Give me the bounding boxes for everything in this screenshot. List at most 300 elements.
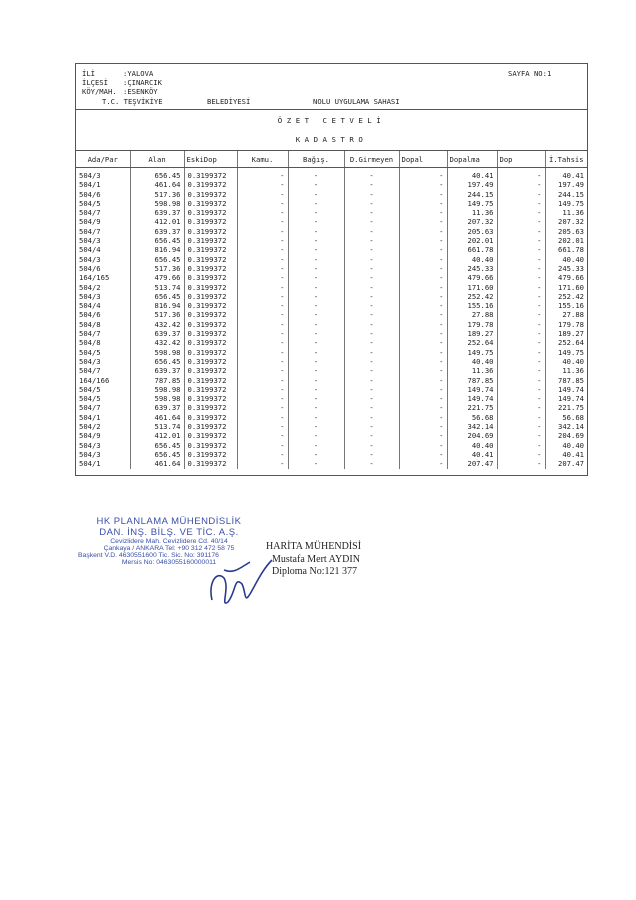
kamu-cell: -	[237, 329, 288, 338]
eskidop-cell: 0.3199372	[184, 403, 237, 412]
dopal-cell: -	[399, 255, 447, 264]
kamu-cell: -	[237, 217, 288, 226]
dopalma-cell: 479.66	[447, 273, 497, 282]
col-bagis: Bağış.	[288, 151, 344, 168]
d-girmeyen-cell: -	[344, 329, 399, 338]
bagis-cell: -	[288, 310, 344, 319]
dopalma-cell: 252.42	[447, 292, 497, 301]
alan-cell: 656.45	[130, 441, 184, 450]
col-ada-par: Ada/Par	[76, 151, 130, 168]
alan-cell: 656.45	[130, 168, 184, 181]
alan-cell: 461.64	[130, 459, 184, 468]
bagis-cell: -	[288, 403, 344, 412]
alan-cell: 656.45	[130, 236, 184, 245]
alan-cell: 412.01	[130, 431, 184, 440]
d-girmeyen-cell: -	[344, 376, 399, 385]
table-row	[76, 217, 587, 226]
ada-par-cell: 504/1	[79, 412, 101, 422]
col-alan: Alan	[130, 151, 184, 168]
alan-cell: 432.42	[130, 338, 184, 347]
bagis-cell: -	[288, 376, 344, 385]
page-number: SAYFA NO:1	[508, 69, 552, 78]
d-girmeyen-cell: -	[344, 236, 399, 245]
dop-cell: -	[497, 348, 545, 357]
stamp-line-3: Cevizlidere Mah. Cevizlidere Cd. 40/14	[110, 538, 228, 545]
alan-cell: 639.37	[130, 208, 184, 217]
bagis-cell: -	[288, 190, 344, 199]
kamu-cell: -	[237, 168, 288, 181]
dopalma-cell: 179.78	[447, 320, 497, 329]
alan-cell: 639.37	[130, 366, 184, 375]
dopalma-cell: 40.41	[447, 450, 497, 459]
ada-par-cell: 164/166	[79, 375, 110, 385]
dopal-cell: -	[399, 413, 447, 422]
eskidop-cell: 0.3199372	[184, 394, 237, 403]
kamu-cell: -	[237, 310, 288, 319]
eskidop-cell: 0.3199372	[184, 413, 237, 422]
eskidop-cell: 0.3199372	[184, 255, 237, 264]
stamp-line-1: HK PLANLAMA MÜHENDİSLİK	[96, 516, 242, 527]
ada-par-cell: 504/9	[79, 431, 101, 441]
dop-cell: -	[497, 301, 545, 310]
table-row	[76, 459, 587, 468]
dopal-cell: -	[399, 301, 447, 310]
ada-par-cell: 504/2	[79, 422, 101, 432]
bagis-cell: -	[288, 385, 344, 394]
kamu-cell: -	[237, 450, 288, 459]
kamu-cell: -	[237, 255, 288, 264]
engineer-title: HARİTA MÜHENDİSİ	[266, 541, 362, 552]
bagis-cell: -	[288, 208, 344, 217]
kamu-cell: -	[237, 292, 288, 301]
eskidop-cell: 0.3199372	[184, 190, 237, 199]
i-tahsis-cell: 11.36	[545, 366, 587, 375]
il-label: İLİ	[82, 69, 95, 78]
alan-cell: 639.37	[130, 329, 184, 338]
table-row	[76, 338, 587, 347]
dop-cell: -	[497, 283, 545, 292]
i-tahsis-cell: 40.40	[545, 357, 587, 366]
d-girmeyen-cell: -	[344, 385, 399, 394]
table-row	[76, 255, 587, 264]
dopalma-cell: 40.41	[447, 168, 497, 181]
dopal-cell: -	[399, 338, 447, 347]
ada-par-cell: 504/6	[79, 263, 101, 273]
ada-par-cell: 504/3	[79, 291, 101, 301]
ada-par-cell: 504/7	[79, 366, 101, 376]
alan-cell: 656.45	[130, 357, 184, 366]
i-tahsis-cell: 252.42	[545, 292, 587, 301]
koy-value: :ESENKÖY	[123, 87, 158, 96]
dop-cell: -	[497, 208, 545, 217]
kamu-cell: -	[237, 283, 288, 292]
table-row	[76, 190, 587, 199]
i-tahsis-cell: 342.14	[545, 422, 587, 431]
eskidop-cell: 0.3199372	[184, 338, 237, 347]
dopalma-cell: 245.33	[447, 264, 497, 273]
kamu-cell: -	[237, 180, 288, 189]
d-girmeyen-cell: -	[344, 168, 399, 181]
alan-cell: 412.01	[130, 217, 184, 226]
i-tahsis-cell: 27.88	[545, 310, 587, 319]
alan-cell: 816.94	[130, 245, 184, 254]
table-row	[76, 245, 587, 254]
table-row	[76, 180, 587, 189]
dopalma-cell: 27.88	[447, 310, 497, 319]
ada-par-cell: 504/6	[79, 189, 101, 199]
ada-par-cell: 504/3	[79, 440, 101, 450]
dopalma-cell: 40.40	[447, 255, 497, 264]
alan-cell: 656.45	[130, 255, 184, 264]
dopalma-cell: 342.14	[447, 422, 497, 431]
dop-cell: -	[497, 255, 545, 264]
dopalma-cell: 661.78	[447, 245, 497, 254]
d-girmeyen-cell: -	[344, 357, 399, 366]
dopalma-cell: 189.27	[447, 329, 497, 338]
ilce-label: İLÇESİ	[82, 78, 108, 87]
bagis-cell: -	[288, 180, 344, 189]
engineer-signature-block	[266, 541, 361, 579]
stamp-line-2: DAN. İNŞ. BİLŞ. VE TİC. A.Ş.	[99, 527, 239, 538]
kamu-cell: -	[237, 301, 288, 310]
d-girmeyen-cell: -	[344, 431, 399, 440]
dopal-cell: -	[399, 180, 447, 189]
d-girmeyen-cell: -	[344, 338, 399, 347]
engineer-name: Mustafa Mert AYDIN	[272, 553, 360, 565]
bagis-cell: -	[288, 441, 344, 450]
alan-cell: 461.64	[130, 413, 184, 422]
d-girmeyen-cell: -	[344, 413, 399, 422]
dopal-cell: -	[399, 376, 447, 385]
dopalma-cell: 11.36	[447, 366, 497, 375]
eskidop-cell: 0.3199372	[184, 301, 237, 310]
ada-par-cell: 504/6	[79, 310, 101, 320]
dop-cell: -	[497, 180, 545, 189]
dopalma-cell: 204.69	[447, 431, 497, 440]
dop-cell: -	[497, 190, 545, 199]
ada-par-cell: 504/7	[79, 329, 101, 339]
i-tahsis-cell: 149.75	[545, 199, 587, 208]
kamu-cell: -	[237, 199, 288, 208]
d-girmeyen-cell: -	[344, 320, 399, 329]
dop-cell: -	[497, 217, 545, 226]
alan-cell: 656.45	[130, 292, 184, 301]
eskidop-cell: 0.3199372	[184, 376, 237, 385]
ada-par-cell: 504/9	[79, 217, 101, 227]
i-tahsis-cell: 207.32	[545, 217, 587, 226]
eskidop-cell: 0.3199372	[184, 431, 237, 440]
bagis-cell: -	[288, 338, 344, 347]
alan-cell: 656.45	[130, 450, 184, 459]
kamu-cell: -	[237, 394, 288, 403]
alan-cell: 598.98	[130, 385, 184, 394]
table-row	[76, 450, 587, 459]
eskidop-cell: 0.3199372	[184, 459, 237, 468]
i-tahsis-cell: 661.78	[545, 245, 587, 254]
dop-cell: -	[497, 273, 545, 282]
d-girmeyen-cell: -	[344, 348, 399, 357]
eskidop-cell: 0.3199372	[184, 227, 237, 236]
d-girmeyen-cell: -	[344, 245, 399, 254]
bagis-cell: -	[288, 450, 344, 459]
dopalma-cell: 205.63	[447, 227, 497, 236]
table-row	[76, 283, 587, 292]
ada-par-cell: 504/8	[79, 319, 101, 329]
bagis-cell: -	[288, 199, 344, 208]
bagis-cell: -	[288, 422, 344, 431]
ada-par-cell: 504/3	[79, 236, 101, 246]
dopal-cell: -	[399, 264, 447, 273]
alan-cell: 787.85	[130, 376, 184, 385]
i-tahsis-cell: 205.63	[545, 227, 587, 236]
d-girmeyen-cell: -	[344, 459, 399, 468]
dopal-cell: -	[399, 190, 447, 199]
eskidop-cell: 0.3199372	[184, 385, 237, 394]
i-tahsis-cell: 221.75	[545, 403, 587, 412]
kamu-cell: -	[237, 357, 288, 366]
alan-cell: 639.37	[130, 403, 184, 412]
alan-cell: 517.36	[130, 310, 184, 319]
dop-cell: -	[497, 320, 545, 329]
eskidop-cell: 0.3199372	[184, 168, 237, 181]
i-tahsis-cell: 155.16	[545, 301, 587, 310]
parcel-table	[76, 150, 587, 469]
dopal-cell: -	[399, 236, 447, 245]
col-d-girmeyen: D.Girmeyen	[344, 151, 399, 168]
ada-par-cell: 504/2	[79, 282, 101, 292]
dopal-cell: -	[399, 329, 447, 338]
d-girmeyen-cell: -	[344, 190, 399, 199]
i-tahsis-cell: 207.47	[545, 459, 587, 468]
bagis-cell: -	[288, 168, 344, 181]
dopal-cell: -	[399, 283, 447, 292]
ada-par-cell: 504/3	[79, 254, 101, 264]
dopalma-cell: 149.74	[447, 385, 497, 394]
dop-cell: -	[497, 329, 545, 338]
i-tahsis-cell: 40.41	[545, 450, 587, 459]
col-i-tahsis: İ.Tahsis	[545, 151, 587, 168]
i-tahsis-cell: 179.78	[545, 320, 587, 329]
table-row	[76, 273, 587, 282]
dopal-cell: -	[399, 217, 447, 226]
d-girmeyen-cell: -	[344, 227, 399, 236]
eskidop-cell: 0.3199372	[184, 292, 237, 301]
dopalma-cell: 171.60	[447, 283, 497, 292]
eskidop-cell: 0.3199372	[184, 208, 237, 217]
eskidop-cell: 0.3199372	[184, 217, 237, 226]
dop-cell: -	[497, 403, 545, 412]
i-tahsis-cell: 11.36	[545, 208, 587, 217]
dopalma-cell: 56.68	[447, 413, 497, 422]
alan-cell: 432.42	[130, 320, 184, 329]
d-girmeyen-cell: -	[344, 264, 399, 273]
d-girmeyen-cell: -	[344, 366, 399, 375]
bagis-cell: -	[288, 459, 344, 468]
table-row	[76, 441, 587, 450]
stamp-line-5: Başkent V.D. 4630551600 Tic. Sic. No: 391176	[78, 552, 219, 559]
dop-cell: -	[497, 245, 545, 254]
il-value: :YALOVA	[123, 69, 154, 78]
i-tahsis-cell: 189.27	[545, 329, 587, 338]
dop-cell: -	[497, 422, 545, 431]
table-row	[76, 199, 587, 208]
bagis-cell: -	[288, 320, 344, 329]
ada-par-cell: 504/4	[79, 245, 101, 255]
dopal-cell: -	[399, 385, 447, 394]
dopalma-cell: 149.74	[447, 394, 497, 403]
dop-cell: -	[497, 338, 545, 347]
dopal-cell: -	[399, 394, 447, 403]
ada-par-cell: 504/5	[79, 384, 101, 394]
alan-cell: 479.66	[130, 273, 184, 282]
eskidop-cell: 0.3199372	[184, 180, 237, 189]
kamu-cell: -	[237, 376, 288, 385]
table-row	[76, 329, 587, 338]
dopal-cell: -	[399, 168, 447, 181]
i-tahsis-cell: 171.60	[545, 283, 587, 292]
dopalma-cell: 202.01	[447, 236, 497, 245]
dopal-cell: -	[399, 422, 447, 431]
table-row	[76, 310, 587, 319]
bagis-cell: -	[288, 273, 344, 282]
bagis-cell: -	[288, 255, 344, 264]
table-row	[76, 320, 587, 329]
ilce-value: :ÇINARCIK	[123, 78, 162, 87]
eskidop-cell: 0.3199372	[184, 236, 237, 245]
i-tahsis-cell: 787.85	[545, 376, 587, 385]
dopalma-cell: 149.75	[447, 199, 497, 208]
d-girmeyen-cell: -	[344, 292, 399, 301]
eskidop-cell: 0.3199372	[184, 329, 237, 338]
i-tahsis-cell: 252.64	[545, 338, 587, 347]
eskidop-cell: 0.3199372	[184, 366, 237, 375]
dop-cell: -	[497, 292, 545, 301]
d-girmeyen-cell: -	[344, 441, 399, 450]
eskidop-cell: 0.3199372	[184, 441, 237, 450]
dopalma-cell: 40.40	[447, 441, 497, 450]
d-girmeyen-cell: -	[344, 310, 399, 319]
dop-cell: -	[497, 366, 545, 375]
dop-cell: -	[497, 450, 545, 459]
eskidop-cell: 0.3199372	[184, 199, 237, 208]
table-row	[76, 403, 587, 412]
dopalma-cell: 40.40	[447, 357, 497, 366]
kamu-cell: -	[237, 366, 288, 375]
table-row	[76, 394, 587, 403]
kamu-cell: -	[237, 459, 288, 468]
table-row	[76, 227, 587, 236]
table-row	[76, 366, 587, 375]
kamu-cell: -	[237, 385, 288, 394]
ada-par-cell: 504/5	[79, 347, 101, 357]
engineer-diploma: Diploma No:121 377	[272, 566, 357, 577]
alan-cell: 598.98	[130, 394, 184, 403]
table-row	[76, 168, 587, 181]
table-row	[76, 292, 587, 301]
belediye-label: BELEDİYESİ	[207, 97, 251, 106]
eskidop-cell: 0.3199372	[184, 283, 237, 292]
eskidop-cell: 0.3199372	[184, 422, 237, 431]
kamu-cell: -	[237, 273, 288, 282]
dopalma-cell: 149.75	[447, 348, 497, 357]
eskidop-cell: 0.3199372	[184, 320, 237, 329]
d-girmeyen-cell: -	[344, 199, 399, 208]
kamu-cell: -	[237, 403, 288, 412]
ada-par-cell: 504/8	[79, 338, 101, 348]
i-tahsis-cell: 149.74	[545, 385, 587, 394]
dopal-cell: -	[399, 431, 447, 440]
ada-par-cell: 504/5	[79, 394, 101, 404]
dop-cell: -	[497, 431, 545, 440]
dopal-cell: -	[399, 199, 447, 208]
ada-par-cell: 504/5	[79, 198, 101, 208]
summary-table-frame	[75, 63, 588, 476]
kamu-cell: -	[237, 245, 288, 254]
dopalma-cell: 207.47	[447, 459, 497, 468]
dop-cell: -	[497, 168, 545, 181]
d-girmeyen-cell: -	[344, 283, 399, 292]
kamu-cell: -	[237, 431, 288, 440]
d-girmeyen-cell: -	[344, 180, 399, 189]
kamu-cell: -	[237, 338, 288, 347]
kamu-cell: -	[237, 208, 288, 217]
dopal-cell: -	[399, 292, 447, 301]
ozet-cetveli-title: ÖZET CETVELİ	[277, 116, 386, 125]
dopal-cell: -	[399, 273, 447, 282]
i-tahsis-cell: 204.69	[545, 431, 587, 440]
dopal-cell: -	[399, 208, 447, 217]
alan-cell: 517.36	[130, 264, 184, 273]
dopal-cell: -	[399, 310, 447, 319]
stamp-line-6: Mersis No: 0463055160000011	[121, 559, 217, 566]
eskidop-cell: 0.3199372	[184, 264, 237, 273]
bagis-cell: -	[288, 348, 344, 357]
ada-par-cell: 164/165	[79, 273, 110, 283]
eskidop-cell: 0.3199372	[184, 348, 237, 357]
kadastro-title: KADASTRO	[295, 135, 368, 144]
eskidop-cell: 0.3199372	[184, 310, 237, 319]
dopalma-cell: 244.15	[447, 190, 497, 199]
dop-cell: -	[497, 459, 545, 468]
ada-par-cell: 504/3	[79, 356, 101, 366]
eskidop-cell: 0.3199372	[184, 273, 237, 282]
table-row	[76, 413, 587, 422]
eskidop-cell: 0.3199372	[184, 245, 237, 254]
kamu-cell: -	[237, 413, 288, 422]
table-row	[76, 301, 587, 310]
table-row	[76, 264, 587, 273]
bagis-cell: -	[288, 301, 344, 310]
col-kamu: Kamu.	[237, 151, 288, 168]
eskidop-cell: 0.3199372	[184, 450, 237, 459]
bagis-cell: -	[288, 329, 344, 338]
d-girmeyen-cell: -	[344, 208, 399, 217]
col-dopal: Dopal	[399, 151, 447, 168]
ada-par-cell: 504/3	[79, 171, 101, 180]
table-header-row	[76, 151, 587, 168]
bagis-cell: -	[288, 227, 344, 236]
ada-par-cell: 504/4	[79, 301, 101, 311]
ada-par-cell: 504/1	[79, 180, 101, 190]
ada-par-cell: 504/3	[79, 449, 101, 459]
dopal-cell: -	[399, 450, 447, 459]
dopalma-cell: 252.64	[447, 338, 497, 347]
kamu-cell: -	[237, 348, 288, 357]
d-girmeyen-cell: -	[344, 255, 399, 264]
col-eskidop: EskiDop	[184, 151, 237, 168]
alan-cell: 598.98	[130, 199, 184, 208]
kamu-cell: -	[237, 227, 288, 236]
